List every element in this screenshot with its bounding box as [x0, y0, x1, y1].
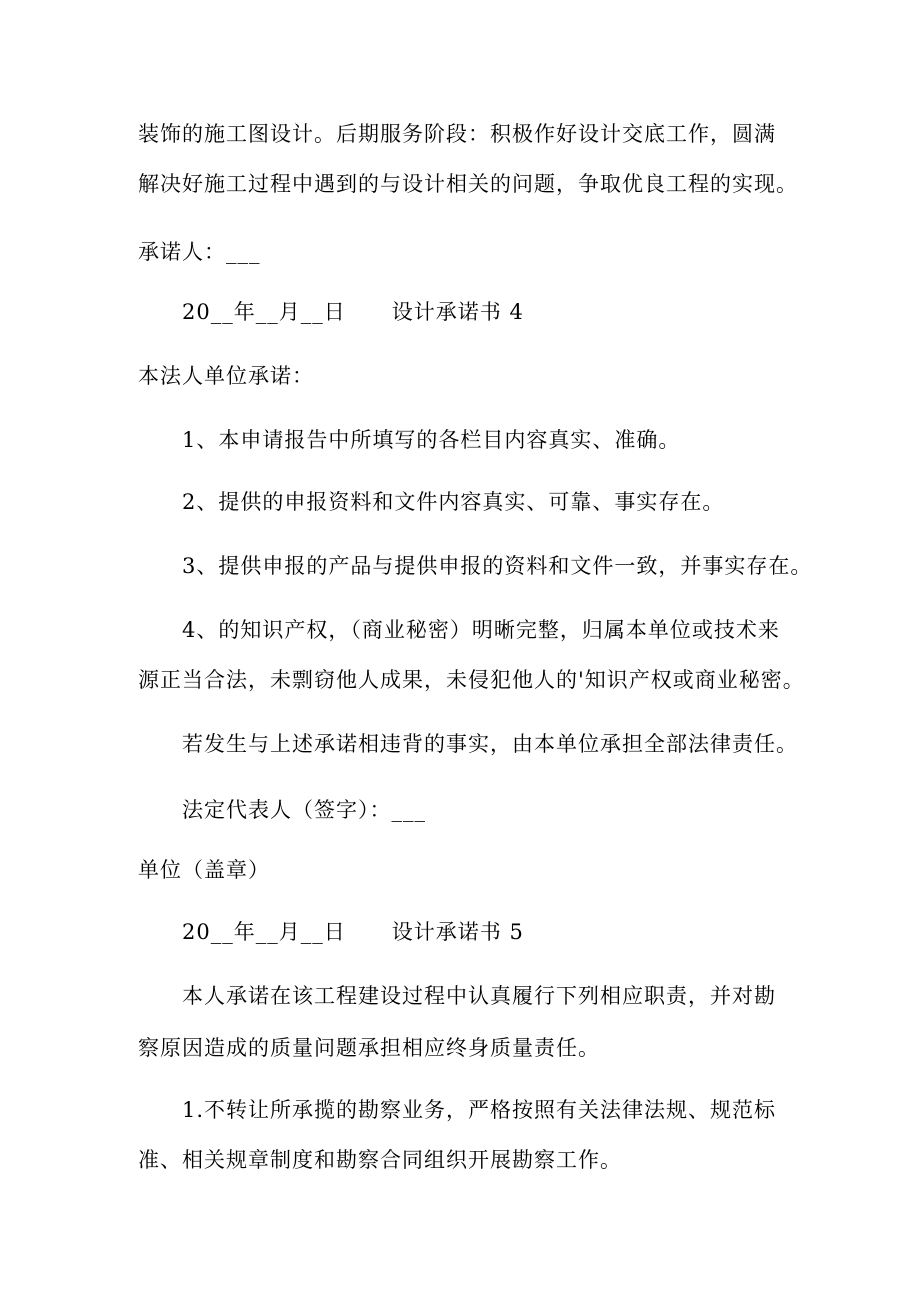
paragraph-line: 源正当合法，未剽窃他人成果，未侵犯他人的'知识产权或商业秘密。 [138, 668, 805, 692]
date-heading-line: 20__年__月__日 设计承诺书 4 [182, 300, 524, 324]
signature-line: 法定代表人（签字）：___ [182, 798, 426, 822]
paragraph-line: 准、相关规章制度和勘察合同组织开展勘察工作。 [138, 1148, 622, 1172]
list-item: 1.不转让所承揽的勘察业务，严格按照有关法律法规、规范标 [182, 1098, 777, 1122]
list-item: 4、的知识产权，（商业秘密）明晰完整，归属本单位或技术来 [182, 618, 780, 642]
paragraph-line: 察原因造成的质量问题承担相应终身质量责任。 [138, 1036, 600, 1060]
paragraph-line: 解决好施工过程中遇到的与设计相关的问题，争取优良工程的实现。 [138, 172, 798, 196]
paragraph-line: 本人承诺在该工程建设过程中认真履行下列相应职责，并对勘 [182, 984, 776, 1008]
seal-line: 单位（盖章） [138, 858, 270, 882]
list-item: 3、提供申报的产品与提供申报的资料和文件一致，并事实存在。 [182, 554, 813, 578]
signature-line: 承诺人：___ [138, 240, 261, 264]
list-item: 2、提供的申报资料和文件内容真实、可靠、事实存在。 [182, 490, 725, 514]
list-item: 1、本申请报告中所填写的各栏目内容真实、准确。 [182, 428, 681, 452]
paragraph-line: 若发生与上述承诺相违背的事实，由本单位承担全部法律责任。 [182, 732, 798, 756]
date-heading-line: 20__年__月__日 设计承诺书 5 [182, 920, 524, 944]
paragraph-line: 装饰的施工图设计。后期服务阶段：积极作好设计交底工作，圆满 [138, 122, 776, 146]
paragraph-line: 本法人单位承诺： [138, 364, 314, 388]
